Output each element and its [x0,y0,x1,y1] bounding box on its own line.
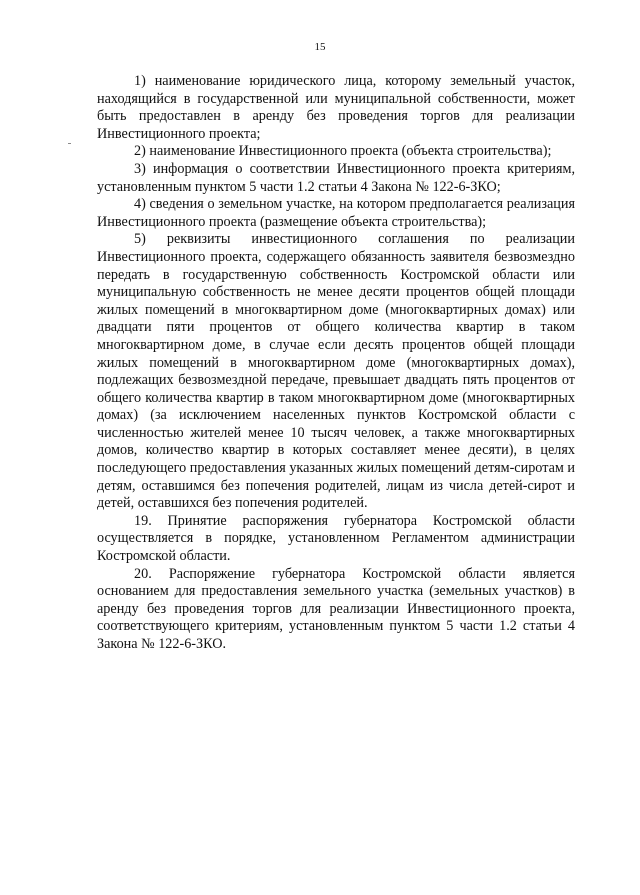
document-body [97,73,575,654]
list-item-3-criteria-compliance: 3) информация о соответствии Инвестиционного проекта критериям, установленным пунктом 5 части 1.2 статьи 4 Закона № 122-6-ЗКО; [97,160,575,195]
list-item-2-project-name: 2) наименование Инвестиционного проекта (объекта строительства); [134,143,552,160]
list-item-1-legal-entity-name: 1) наименование юридического лица, которому земельный участок, находящийся в государственной или муниципальной собственности, может быть предоставлен в аренду без проведения торгов для реализации Инвестиционного проекта; [97,73,575,142]
list-item-4-land-plot-info: 4) сведения о земельном участке, на котором предполагается реализация Инвестиционного проекта (размещение объекта строительства); [97,196,575,230]
scan-artifact [68,143,71,144]
page-number: 15 [314,41,326,53]
clause-20: 20. Распоряжение губернатора Костромской области является основанием для предоставления земельного участка (земельных участков) в аренду без проведения торгов для реализации Инвестиционного проекта, соответствующего критериям, установленным пунктом 5 части 1.2 статьи 4 Закона № 122-6-ЗКО. [97,565,575,652]
list-item-5-agreement-details: 5) реквизиты инвестиционного соглашения по реализации Инвестиционного проекта, содержащего обязанность заявителя безвозмездно передать в государственную собственность Костромской области или муниципальную собственность не менее десяти процентов общей площади жилых помещений в многоквартирном доме (многоквартирных домах) или двадцати пяти процентов от общего количества квартир в таком многоквартирном доме, в случае если десять процентов общей площади жилых помещений в многоквартирном доме (многоквартирных домах), подлежащих безвозмездной передаче, превышает двадцать пять процентов от общего количества квартир в таком многоквартирном доме (многоквартирных домах) (за исключением населенных пунктов Костромской области с численностью жителей менее 10 тысяч человек, а также многоквартирных домов, количество квартир в которых составляет менее десяти), в целях последующего предоставления указанных жилых помещений детям-сиротам и детям, оставшимся без попечения родителей, лицам из числа детей-сирот и детей, оставшихся без попечения родителей. [97,231,575,512]
clause-19: 19. Принятие распоряжения губернатора Костромской области осуществляется в порядке, установленном Регламентом администрации Костромской области. [97,512,575,565]
